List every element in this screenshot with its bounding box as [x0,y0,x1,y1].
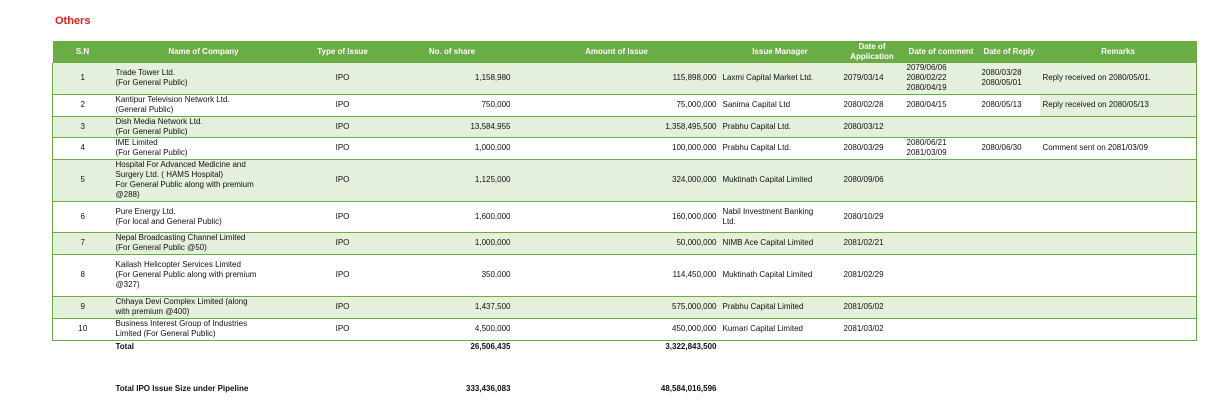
cell-amount: 114,450,000 [514,254,720,296]
table-row [53,296,1197,318]
cell-remarks [1040,254,1197,296]
total-shares: 26,506,435 [470,341,511,351]
cell-shares: 1,000,000 [391,137,514,159]
cell-sn: 10 [53,318,113,340]
cell-remarks: Reply received on 2080/05/01. [1040,63,1197,94]
cell-type: IPO [295,116,391,137]
cell-date-comment: 2079/06/06 2080/02/22 2080/04/19 [904,63,979,94]
cell-date-application: 2081/03/02 [841,318,904,340]
cell-amount: 75,000,000 [514,94,720,116]
cell-type: IPO [295,296,391,318]
pipeline-total-row [53,382,1197,396]
cell-amount: 115,898,000 [514,63,720,94]
ipo-pipeline-table [52,41,1197,396]
cell-amount: 160,000,000 [514,201,720,232]
cell-shares: 1,158,980 [391,63,514,94]
cell-sn: 8 [53,254,113,296]
cell-manager: Prabhu Capital Limited [720,296,841,318]
cell-date-application: 2080/03/12 [841,116,904,137]
cell-company: IME Limited (For General Public) [113,137,295,159]
cell-manager: Laxmi Capital Market Ltd. [720,63,841,94]
cell-type: IPO [295,63,391,94]
cell-remarks: Reply received on 2080/05/13 [1040,94,1197,116]
total-amount: 3,322,843,500 [665,341,717,351]
cell-company: Hospital For Advanced Medicine and Surgery Ltd. ( HAMS Hospital) For General Public along with premium @288) [113,159,295,201]
col-header-date-reply: Date of Reply [979,41,1040,63]
cell-type: IPO [295,232,391,254]
total-row [53,340,1197,354]
cell-sn: 5 [53,159,113,201]
cell-amount: 50,000,000 [514,232,720,254]
col-header-company: Name of Company [113,41,295,63]
cell-type: IPO [295,254,391,296]
cell-shares: 1,125,000 [391,159,514,201]
cell-shares: 350,000 [391,254,514,296]
cell-date-comment [904,116,979,137]
col-header-date-comment: Date of comment [904,41,979,63]
cell-date-comment: 2080/04/15 [904,94,979,116]
col-header-remarks: Remarks [1040,41,1197,63]
cell-date-comment [904,296,979,318]
col-header-type: Type of Issue [295,41,391,63]
cell-date-reply: 2080/06/30 [979,137,1040,159]
cell-shares: 1,000,000 [391,232,514,254]
table-row [53,63,1197,94]
cell-date-application: 2080/10/29 [841,201,904,232]
cell-remarks [1040,318,1197,340]
cell-date-comment [904,318,979,340]
table-header-row [53,41,1197,63]
cell-date-reply: 2080/03/28 2080/05/01 [979,63,1040,94]
table-row [53,159,1197,201]
table-row [53,201,1197,232]
cell-sn: 6 [53,201,113,232]
cell-date-application: 2080/02/28 [841,94,904,116]
cell-sn: 2 [53,94,113,116]
cell-manager: Prabhu Capital Ltd. [720,116,841,137]
cell-manager: Prabhu Capital Ltd. [720,137,841,159]
cell-amount: 1,358,495,500 [514,116,720,137]
table-row [53,94,1197,116]
cell-company: Dish Media Network Ltd. (For General Public) [113,116,295,137]
cell-remarks [1040,201,1197,232]
cell-remarks [1040,296,1197,318]
col-header-date-application: Date of Application [841,41,904,63]
cell-sn: 1 [53,63,113,94]
cell-remarks: Comment sent on 2081/03/09 [1040,137,1197,159]
cell-date-reply: 2080/05/13 [979,94,1040,116]
total-label: Total [115,341,135,351]
cell-company: Pure Energy Ltd. (For local and General Public) [113,201,295,232]
cell-manager: Muktinath Capital Limited [720,254,841,296]
cell-amount: 575,000,000 [514,296,720,318]
table-row [53,254,1197,296]
cell-type: IPO [295,137,391,159]
cell-company: Trade Tower Ltd. (For General Public) [113,63,295,94]
table-row [53,232,1197,254]
cell-manager: Sanima Capital Ltd [720,94,841,116]
cell-company: Business Interest Group of Industries Limited (For General Public) [113,318,295,340]
cell-date-application: 2081/02/29 [841,254,904,296]
col-header-sn: S.N [53,41,113,63]
cell-date-comment [904,159,979,201]
cell-shares: 4,500,000 [391,318,514,340]
cell-manager: Kumari Capital Limited [720,318,841,340]
col-header-manager: Issue Manager [720,41,841,63]
cell-amount: 450,000,000 [514,318,720,340]
cell-manager: Nabil Investment Banking Ltd. [720,201,841,232]
cell-sn: 4 [53,137,113,159]
col-header-amount: Amount of Issue [514,41,720,63]
cell-company: Chhaya Devi Complex Limited (along with premium @400) [113,296,295,318]
cell-type: IPO [295,159,391,201]
cell-date-application: 2081/05/02 [841,296,904,318]
cell-type: IPO [295,318,391,340]
cell-date-application: 2081/02/21 [841,232,904,254]
cell-date-comment [904,254,979,296]
cell-sn: 9 [53,296,113,318]
cell-date-reply [979,159,1040,201]
cell-sn: 3 [53,116,113,137]
cell-amount: 324,000,000 [514,159,720,201]
pipeline-label: Total IPO Issue Size under Pipeline [115,384,249,393]
cell-shares: 1,437,500 [391,296,514,318]
cell-shares: 1,600,000 [391,201,514,232]
cell-date-application: 2080/09/06 [841,159,904,201]
pipeline-amount: 48,584,016,596 [660,384,717,393]
col-header-shares: No. of share [391,41,514,63]
cell-date-reply [979,116,1040,137]
cell-date-reply [979,296,1040,318]
cell-amount: 100,000,000 [514,137,720,159]
cell-manager: Muktinath Capital Limited [720,159,841,201]
cell-remarks [1040,116,1197,137]
cell-date-reply [979,201,1040,232]
cell-date-application: 2079/03/14 [841,63,904,94]
cell-shares: 13,584,955 [391,116,514,137]
cell-date-comment [904,201,979,232]
cell-date-comment: 2080/06/21 2081/03/09 [904,137,979,159]
cell-company: Nepal Broadcasting Channel Limited (For General Public @50) [113,232,295,254]
cell-company: Kailash Helicopter Services Limited (For General Public along with premium @327) [113,254,295,296]
cell-date-reply [979,232,1040,254]
cell-remarks [1040,159,1197,201]
cell-sn: 7 [53,232,113,254]
cell-date-application: 2080/03/29 [841,137,904,159]
cell-date-reply [979,254,1040,296]
table-row [53,137,1197,159]
table-row [53,318,1197,340]
cell-date-reply [979,318,1040,340]
cell-type: IPO [295,94,391,116]
pipeline-shares: 333,436,083 [466,384,511,393]
cell-date-comment [904,232,979,254]
cell-manager: NIMB Ace Capital Limited [720,232,841,254]
section-title: Others [55,15,91,27]
cell-company: Kantipur Television Network Ltd. (General Public) [113,94,295,116]
cell-type: IPO [295,201,391,232]
table-row [53,116,1197,137]
cell-shares: 750,000 [391,94,514,116]
cell-remarks [1040,232,1197,254]
